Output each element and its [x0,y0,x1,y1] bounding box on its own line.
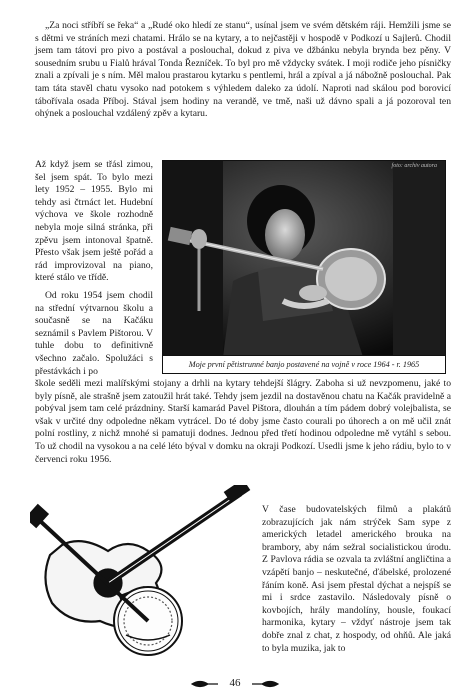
paragraph-radio: V čase budovatelských filmů a plakátů zobrazujících jak nám strýček Sam sype z amerických letadel amerického brouka na brambory, aby nám sežral socialistickou úrodu. Z Pavlova rádia se ozvala ta zvláštní angličtina a vzápětí banjo – neskutečné, ďábelské, prolozené řáním koně. Asi jsem přestal dýchat a nejspíš se mi i srdce zastavilo. Následovaly písně o kovbojích, hrály mandolíny, housle, foukací harmonika, kytary – vždyť nástroje jsem tak dobře znal z chat, z hospody, od ohňů. Ale jaká to byla muzika, jak to [262,504,451,654]
banjo-player-image [163,161,446,356]
photo-credit: foto: archiv autora [391,163,437,169]
page-number: 46 [229,677,241,689]
paragraph-intro: „Za noci stříbří se řeka“ a „Rudé oko hledí ze stanu“, usínal jsem ve svém dětském ráji. Hemžili jsme se s dětmi ve stráních mezi chatami. Hrálo se na kytary, a to nejčastěji v hospodě v Podkozí u Sajlerů. Chodil jsem tam tátovi pro pivo a postával a poslouchal, dokud z piva ve džbánku nebyla brynda bez pěny. V sousedním srubu u Fialů hrával Tonda Řezníček. To byl pro mě vždycky svátek. I moji rodiče jeho písničky znali a zpívali je s ním. Měl malou prastarou kytarku s pentlemi, hrál a zpíval a já nábožně poslouchal. Pak tam táta stavěl chatu vysoko nad potokem s výhledem daleko za údolí. Naproti nad skálou pod borovicí tábořívala osada Příboj. Stával jsem hodiny na verandě, ve tmě, naši už dávno spali a já pozoroval ten ohýnek a poslouchal vzdálený zpěv a kytaru. [35,20,451,120]
page-footer [0,675,469,695]
paragraph-winter: Až když jsem se třásl zimou, šel jsem spát. To bylo mezi lety 1952 – 1955. Bylo mi tehdy asi čtrnáct let. Hudební výchova ve škole rozhodně nebyla moje silná stránka, při zpěvu jsem intonoval špatně. Přesto však jsem ještě pořád a rád improvizoval na piano, které stálo ve třídě. [35,159,153,284]
right-ornament-icon [250,679,280,689]
guitar-banjo-illustration [30,485,254,665]
paragraph-school-continued: škole seděli mezi malířskými stojany a drhli na kytary tehdejší šlágry. Zaboha si už nevzpomenu, jaké to byly písně, ale strašně jsem zatoužil hrát také. Tehdy jsem jezdil na dostavěnou chatu na Kačák pravidelně a pobýval jsem tam celé prázdniny. Starší kamarád Pavel Pištora, dlouhán a tím pádem dobrý volejbalista, se však v určité dny odpoledne někam vytrácel. Do té doby jsme často courali po úhorech a on mě učil znát polní rostliny, z nichž mnohé si pamatuji dodnes. Jednou před třetí hodinou odpoledne mě vytáhl s sebou. To už chodil na vysokou a na celé léto býval v domku na okraji Podkozí. Usedli jsme k jeho rádiu, bylo to v červenci roku 1956. [35,378,451,465]
photo-caption: Moje první pětistrunné banjo postavené na vojně v roce 1964 - r. 1965 [162,356,446,374]
banjo-photo [162,160,446,356]
left-ornament-icon [190,679,220,689]
paragraph-school-start: Od roku 1954 jsem chodil na střední výtvarnou školu a současně se na Kačáku seznámil s Pavlem Pištorou. V tuhle dobu to definitivně všechno začalo. Spolužáci s přestávkách i po [35,290,153,377]
